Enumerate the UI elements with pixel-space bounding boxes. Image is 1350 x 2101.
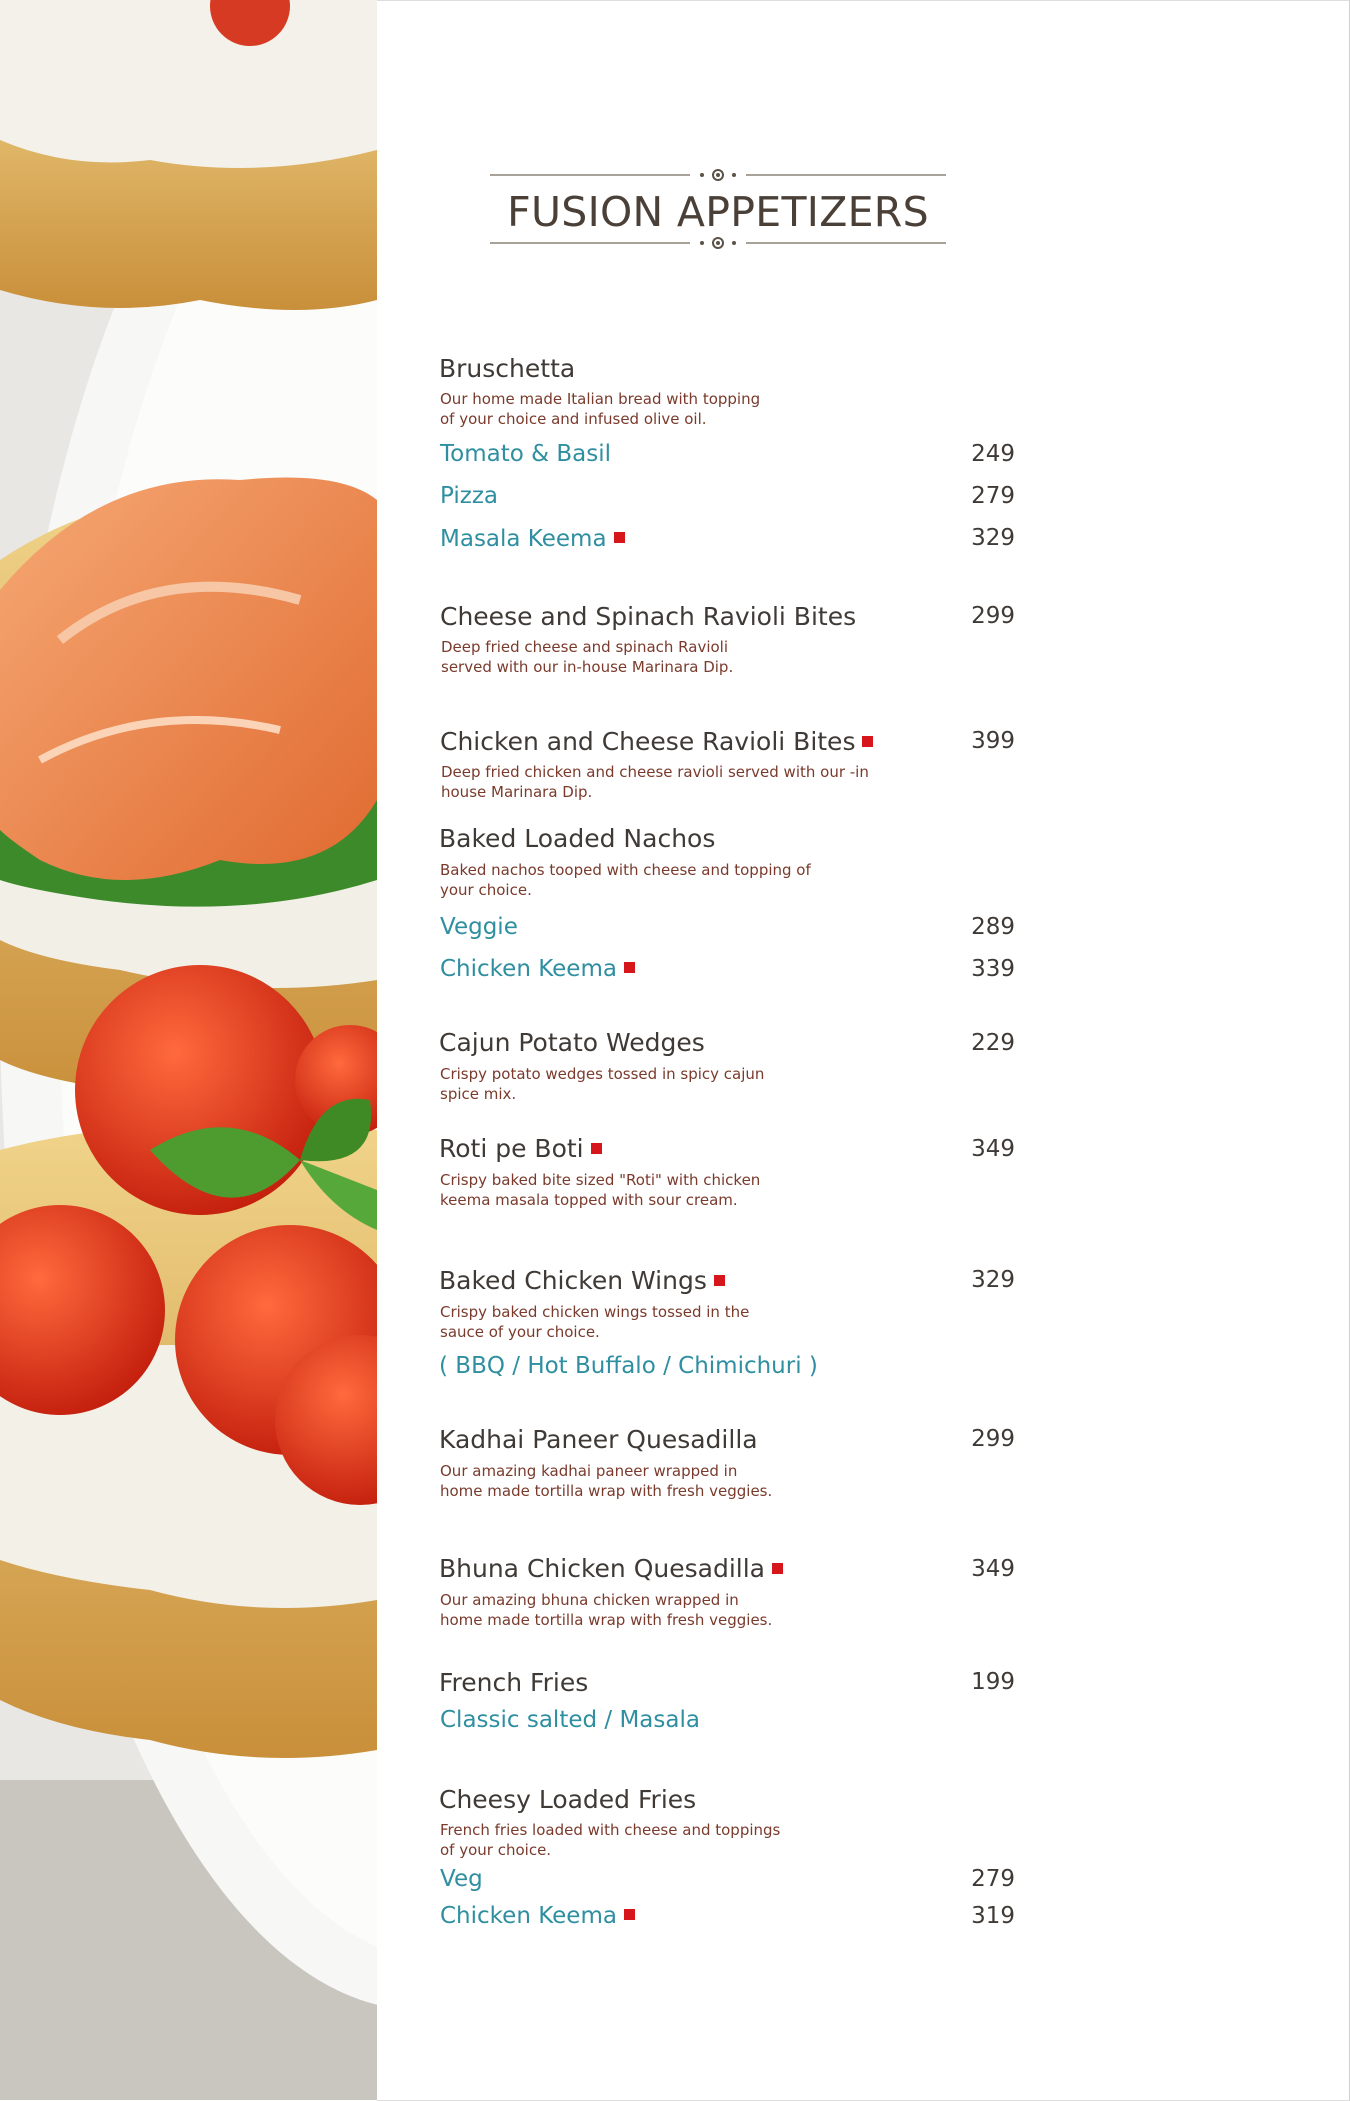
menu-item-price: 229 bbox=[971, 1030, 1015, 1056]
menu-variant-row bbox=[440, 525, 625, 553]
non-veg-marker-icon bbox=[614, 532, 625, 543]
menu-item-name: Baked Loaded Nachos bbox=[439, 824, 716, 853]
menu-variant-label: Pizza bbox=[440, 483, 498, 509]
menu-item-description: French fries loaded with cheese and toppings of your choice. bbox=[440, 1821, 781, 1859]
menu-item-name: Chicken and Cheese Ravioli Bites bbox=[440, 727, 856, 756]
menu-item-price: 329 bbox=[971, 1267, 1015, 1293]
menu-item-description: Our amazing kadhai paneer wrapped in home made tortilla wrap with fresh veggies. bbox=[440, 1462, 773, 1500]
menu-variant-price: 279 bbox=[971, 1866, 1015, 1892]
menu-item-description: Crispy baked chicken wings tossed in the sauce of your choice. bbox=[440, 1303, 750, 1341]
menu-item-description: Our amazing bhuna chicken wrapped in home made tortilla wrap with fresh veggies. bbox=[440, 1591, 773, 1629]
menu-item-name: French Fries bbox=[439, 1668, 589, 1697]
menu-variant-label: Chicken Keema bbox=[440, 1903, 617, 1929]
menu-item-options: Classic salted / Masala bbox=[440, 1707, 700, 1733]
page-title: FUSION APPETIZERS bbox=[507, 188, 929, 236]
menu-variant-price: 329 bbox=[971, 525, 1015, 551]
menu-item-description: Crispy potato wedges tossed in spicy cajun spice mix. bbox=[440, 1065, 765, 1103]
menu-item-options: ( BBQ / Hot Buffalo / Chimichuri ) bbox=[439, 1353, 818, 1379]
menu-variant-label: Tomato & Basil bbox=[440, 441, 611, 467]
menu-item-description: Our home made Italian bread with topping of your choice and infused olive oil. bbox=[440, 390, 761, 428]
non-veg-marker-icon bbox=[862, 736, 873, 747]
menu-item-price: 349 bbox=[971, 1556, 1015, 1582]
menu-variant-price: 279 bbox=[971, 483, 1015, 509]
menu-item-name-row bbox=[440, 727, 873, 757]
menu-item-price: 349 bbox=[971, 1136, 1015, 1162]
menu-item-name: Cheese and Spinach Ravioli Bites bbox=[440, 602, 857, 631]
menu-item-description: Baked nachos tooped with cheese and topping of your choice. bbox=[440, 861, 811, 899]
menu-item-description: Deep fried chicken and cheese ravioli served with our -in house Marinara Dip. bbox=[441, 763, 869, 801]
menu-item-description: Deep fried cheese and spinach Ravioli served with our in-house Marinara Dip. bbox=[441, 638, 734, 676]
divider-ornament-top bbox=[490, 168, 946, 182]
menu-item-name-row bbox=[439, 1266, 725, 1296]
section-heading bbox=[490, 168, 946, 254]
menu-variant-label: Masala Keema bbox=[440, 526, 607, 552]
menu-item-name: Kadhai Paneer Quesadilla bbox=[439, 1425, 758, 1454]
menu-item-name: Bhuna Chicken Quesadilla bbox=[439, 1554, 765, 1583]
menu-item-price: 399 bbox=[971, 728, 1015, 754]
menu-item-price: 299 bbox=[971, 603, 1015, 629]
bruschetta-food-photo-icon bbox=[0, 0, 377, 2100]
food-photo bbox=[0, 0, 377, 2100]
menu-variant-price: 339 bbox=[971, 956, 1015, 982]
menu-item-name: Cheesy Loaded Fries bbox=[439, 1785, 697, 1814]
non-veg-marker-icon bbox=[624, 962, 635, 973]
menu-variant-row bbox=[440, 1902, 635, 1930]
menu-variant-label: Veggie bbox=[440, 914, 518, 940]
menu-item-name: Baked Chicken Wings bbox=[439, 1266, 707, 1295]
menu-variant-price: 319 bbox=[971, 1903, 1015, 1929]
menu-variant-label: Veg bbox=[440, 1866, 483, 1892]
menu-variant-row bbox=[440, 955, 635, 983]
menu-item-name: Bruschetta bbox=[439, 354, 576, 383]
non-veg-marker-icon bbox=[624, 1909, 635, 1920]
menu-item-price: 299 bbox=[971, 1426, 1015, 1452]
menu-item-name: Cajun Potato Wedges bbox=[439, 1028, 705, 1057]
non-veg-marker-icon bbox=[591, 1143, 602, 1154]
menu-variant-price: 249 bbox=[971, 441, 1015, 467]
menu-item-price: 199 bbox=[971, 1669, 1015, 1695]
divider-ornament-bottom bbox=[490, 236, 946, 250]
menu-item-name: Roti pe Boti bbox=[439, 1134, 584, 1163]
menu-item-name-row bbox=[439, 1554, 783, 1584]
menu-item-name-row bbox=[439, 1134, 602, 1164]
menu-item-description: Crispy baked bite sized "Roti" with chicken keema masala topped with sour cream. bbox=[440, 1171, 761, 1209]
non-veg-marker-icon bbox=[714, 1275, 725, 1286]
non-veg-marker-icon bbox=[772, 1563, 783, 1574]
menu-variant-label: Chicken Keema bbox=[440, 956, 617, 982]
menu-variant-price: 289 bbox=[971, 914, 1015, 940]
